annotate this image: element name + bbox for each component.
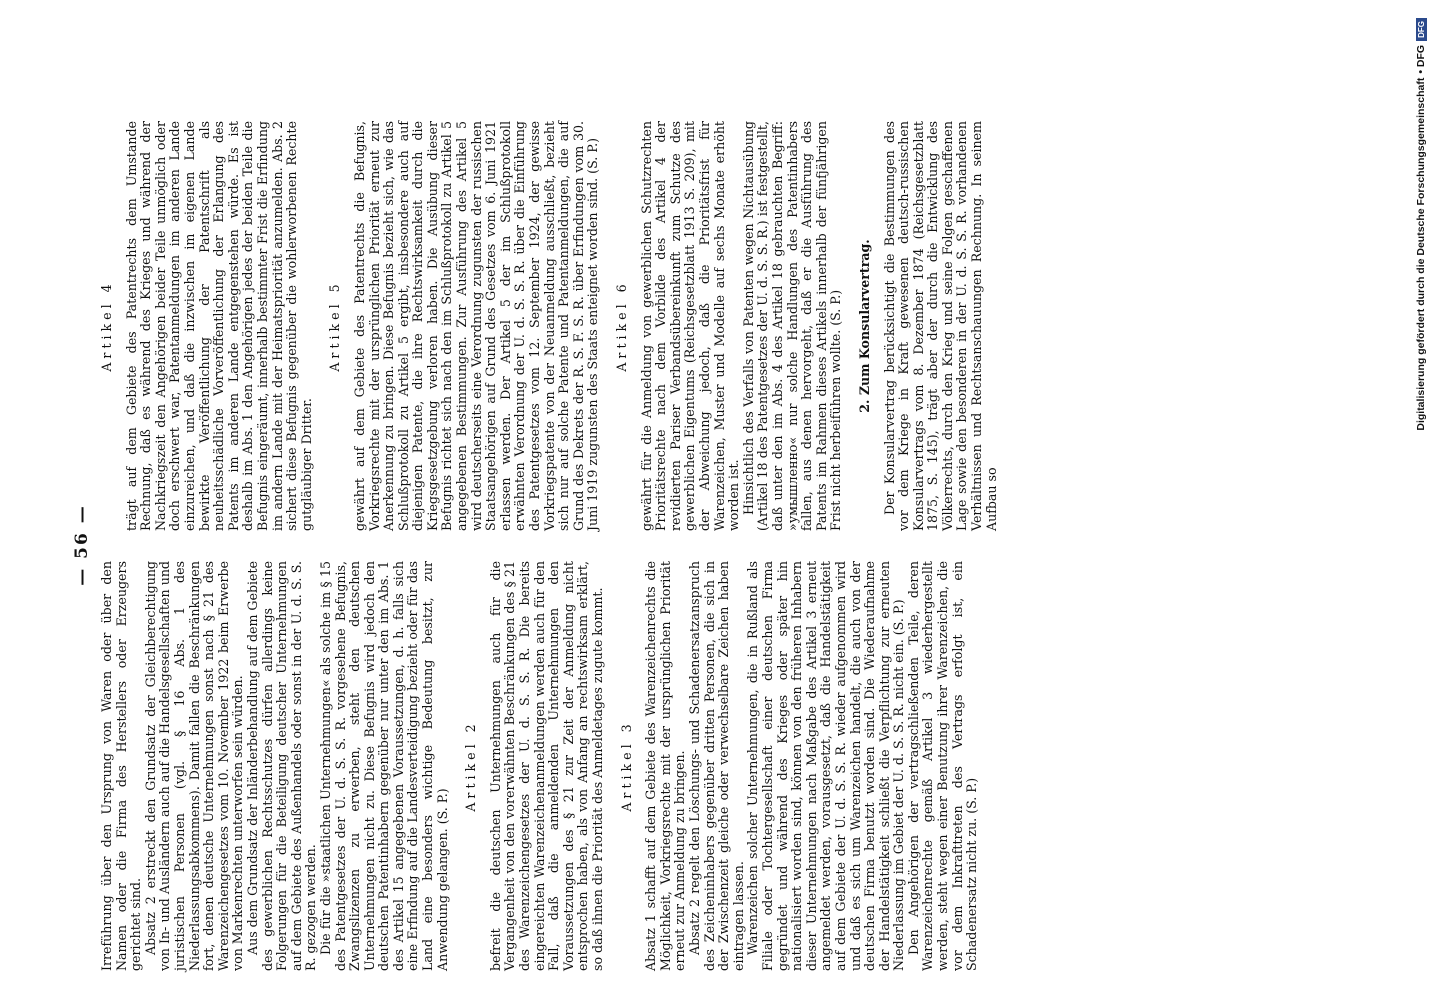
paragraph: Absatz 1 schafft auf dem Gebiete des Warenzeichenrechts die Möglichkeit, Vorkriegsrechte mit der ursprünglichen Priorität erneut zur Anmeldung zu bringen. bbox=[643, 561, 688, 971]
artikel-3-block bbox=[644, 561, 980, 971]
section-heading-konsularvertrag: 2. Zum Konsularvertrag. bbox=[856, 239, 872, 413]
paragraph: befreit die deutschen Unternehmungen auch für die Vergangenheit von den vorerwähnten Beschränkungen des § 21 des Warenzeichengesetzes der U. d. S. S. R. Die bereits eingereichten Warenzeichenanmeldungen werden auch für den Fall, daß die anmeldenden Unternehmungen den Voraussetzungen des § 21 zur Zeit der Anmeldung nicht entsprochen haben, als von Anfang an rechtswirksam erklärt, so daß ihnen die Priorität des Anmeldetages zugute kommt. bbox=[487, 561, 605, 971]
paragraph: Hinsichtlich des Verfalls von Patenten wegen Nichtausübung (Artikel 18 des Patentgesetzes der U. d. S. S. R.) ist festgestellt, daß unter den im Abs. 4 des Artikel 18 gebrauchten Begriff: »умышленно« nur solche Handlungen des Patentinhabers fallen, aus denen hervorgeht, daß er die Ausführung des Patents im Rahmen dieses Artikels innerhalb der fünfjährigen Frist nicht herbeiführen wollte. (S. P.) bbox=[740, 121, 844, 531]
dfg-credit bbox=[1408, 10, 1434, 990]
artikel-5-heading: Artikel 5 bbox=[327, 280, 343, 372]
left-top-block bbox=[100, 561, 450, 971]
paragraph: Aus dem Grundsatz der Inländerbehandlung auf dem Gebiete des gewerblichen Rechtsschutzes dürfen allerdings keine Folgerungen für die Beteiligung deutscher Unternehmungen auf dem Gebiete des Außenhandels oder sonst in der U. d. S. S. R. gezogen werden. bbox=[244, 561, 319, 971]
dfg-credit-suffix: • DFG bbox=[1415, 44, 1427, 74]
paragraph: Absatz 2 regelt den Löschungs- und Schadenersatzanspruch des Zeicheninhabers gegenüber dritten Personen, die sich in der Zwischenzeit gleiche oder verwechselbare Zeichen haben eintragen lassen. bbox=[686, 561, 746, 971]
paragraph: Die für die »staatlichen Unternehmungen« als solche im § 15 des Patentgesetzes der U. d. S. S. R. vorgesehene Befugnis, Zwangslizenzen zu erwerben, steht den deutschen Unternehmungen nicht zu. Diese Befugnis wird jedoch den deutschen Patentinhabern gegenüber nur unter den im Abs. 1 des Artikel 15 angegebenen Voraussetzungen, d. h. falls sich eine Erfindung auf die Landesverteidigung bezieht oder für das Land eine besonders wichtige Bedeutung besitzt, zur Anwendung gelangen. (S. P.) bbox=[317, 561, 450, 971]
left-column bbox=[100, 561, 1280, 971]
paragraph: Warenzeichen solcher Unternehmungen, die in Rußland als Filiale oder Tochtergesellschaft einer deutschen Firma gegründet und während des Krieges oder später hin nationalisiert worden sind, können von den früheren Inhabern dieser Unternehmungen nach Maßgabe des Artikel 3 erneut angemeldet werden, vorausgesetzt, daß die Handelstätigkeit auf dem Gebiete der U. d. S. S. R. wieder aufgenommen wird und daß es sich um Warenzeichen handelt, die auch von der deutschen Firma benutzt worden sind. Die Wiederaufnahme der Handelstätigkeit schließt die Verpflichtung zur erneuten Niederlassung im Gebiet der U. d. S. S. R. nicht ein. (S. P.) bbox=[745, 561, 907, 971]
artikel-6-heading: Artikel 6 bbox=[614, 280, 629, 372]
page-number: — 56 — bbox=[72, 504, 92, 586]
right-column bbox=[100, 121, 1280, 531]
rotated-content bbox=[72, 105, 1292, 985]
konsular-block bbox=[883, 121, 1000, 531]
artikel-6-block bbox=[640, 121, 844, 531]
artikel-4-heading: Artikel 4 bbox=[99, 280, 114, 372]
dfg-logo: DFG bbox=[1416, 18, 1427, 41]
paragraph: trägt auf dem Gebiete des Patentrechts dem Umstande Rechnung, daß es während des Krieges und während der Nachkriegszeit den Angehörigen beider Teile unmöglich oder doch erschwert war, Patentanmeldungen im anderen Lande einzureichen, und daß die inzwischen im eigenen Lande bewirkte Veröffentlichung der Patentschrift als neuheitsschädliche Vorveröffentlichung der Erlangung des Patents im anderen Lande entgegenstehen würde. Es ist deshalb im Abs. 1 den Angehörigen jedes der beiden Teile die Befugnis eingeräumt, innerhalb bestimmter Frist die Erfindung im andern Lande mit der Heimatspriorität anzumelden. Abs. 2 sichert diese Befugnis gegenüber die wohlerworbenen Rechte gutgläubiger Dritter. bbox=[123, 121, 314, 531]
artikel-5-block bbox=[353, 121, 601, 531]
paragraph: Absatz 2 erstreckt den Grundsatz der Gleichberechtigung von In- und Ausländern auch auf die Handelsgesellschaften und juristischen Personen (vgl. § 16 Abs. 1 des Niederlassungsabkommens). Damit fallen die Beschränkungen fort, denen deutsche Unternehmungen sonst nach § 21 des Warenzeichengesetzes vom 10. November 1922 beim Erwerbe von Markenrechten unterworfen sein würden. bbox=[142, 561, 246, 971]
artikel-2-block bbox=[489, 561, 606, 971]
paragraph: gewährt auf dem Gebiete des Patentrechts die Befugnis, Vorkriegsrechte mit der ursprünglichen Priorität erneut zur Anerkennung zu bringen. Diese Befugnis bezieht sich, wie das Schlußprotokoll zu Artikel 5 ergibt, insbesondere auch auf diejenigen Patente, die ihre Rechtswirksamkeit durch die Kriegsgesetzgebung verloren haben. Die Ausübung dieser Befugnis richtet sich nach den im Schlußprotokoll zu Artikel 5 angegebenen Bestimmungen. Zur Ausführung des Artikel 5 wird deutscherseits eine Verordnung zugunsten der russischen Staatsangehörigen auf Grund des Gesetzes vom 6. Juni 1921 erlassen werden. Der Artikel 5 der im Schlußprotokoll erwähnten Verordnung der U. d. S. S. R. über die Einführung des Patentgesetzes vom 12. September 1924, der gewisse Vorkriegspatente von der Neuanmeldung ausschließt, bezieht sich nur auf solche Patente und Patentanmeldungen, die auf Grund des Dekrets der R. S. F. S. R. über Erfindungen vom 30. Juni 1919 zugunsten des Staats enteignet worden sind. (S. P.) bbox=[351, 121, 601, 531]
dfg-credit-strip bbox=[1408, 10, 1434, 990]
artikel-2-heading: Artikel 2 bbox=[463, 720, 479, 812]
paragraph: Irreführung über den Ursprung von Waren oder über den Namen oder die Firma des Herstellers oder Erzeugers gerichtet sind. bbox=[99, 561, 144, 971]
artikel-4-block bbox=[125, 121, 315, 531]
paragraph: Der Konsularvertrag berücksichtigt die Bestimmungen des vor dem Kriege in Kraft gewesenen deutsch-russischen Konsularvertrags vom 8. Dezember 1874 (Reichsgesetzblatt 1875, S. 145), trägt aber der durch die Entwicklung des Völkerrechts, durch den Krieg und seine Folgen geschaffenen Lage sowie den besonderen in der U. d. S. S. R. vorhandenen Verhältnissen und Rechtsanschauungen Rechnung. In seinem Aufbau so bbox=[881, 121, 999, 531]
artikel-3-heading: Artikel 3 bbox=[618, 720, 634, 812]
paragraph: Den Angehörigen der vertragschließenden Teile, deren Warenzeichenrechte gemäß Artikel 3 wiederhergestellt werden, steht wegen einer Benutzung ihrer Warenzeichen, die vor dem Inkrafttreten des Vertrags erfolgt ist, ein Schadenersatz nicht zu. (S. P.) bbox=[905, 561, 980, 971]
dfg-credit-text: Digitalisierung gefördert durch die Deutsche Forschungsgemeinschaft bbox=[1415, 77, 1427, 431]
paragraph: gewährt für die Anmeldung von gewerblichen Schutzrechten Prioritätsrechte nach dem Vorbilde des Artikel 4 der revidierten Pariser Verbandsübereinkunft zum Schutze des gewerblichen Eigentums (Reichsgesetzblatt 1913 S. 209), mit der Abweichung jedoch, daß die Prioritätsfrist für Warenzeichen, Muster und Modelle auf sechs Monate erhöht worden ist. bbox=[638, 121, 742, 531]
